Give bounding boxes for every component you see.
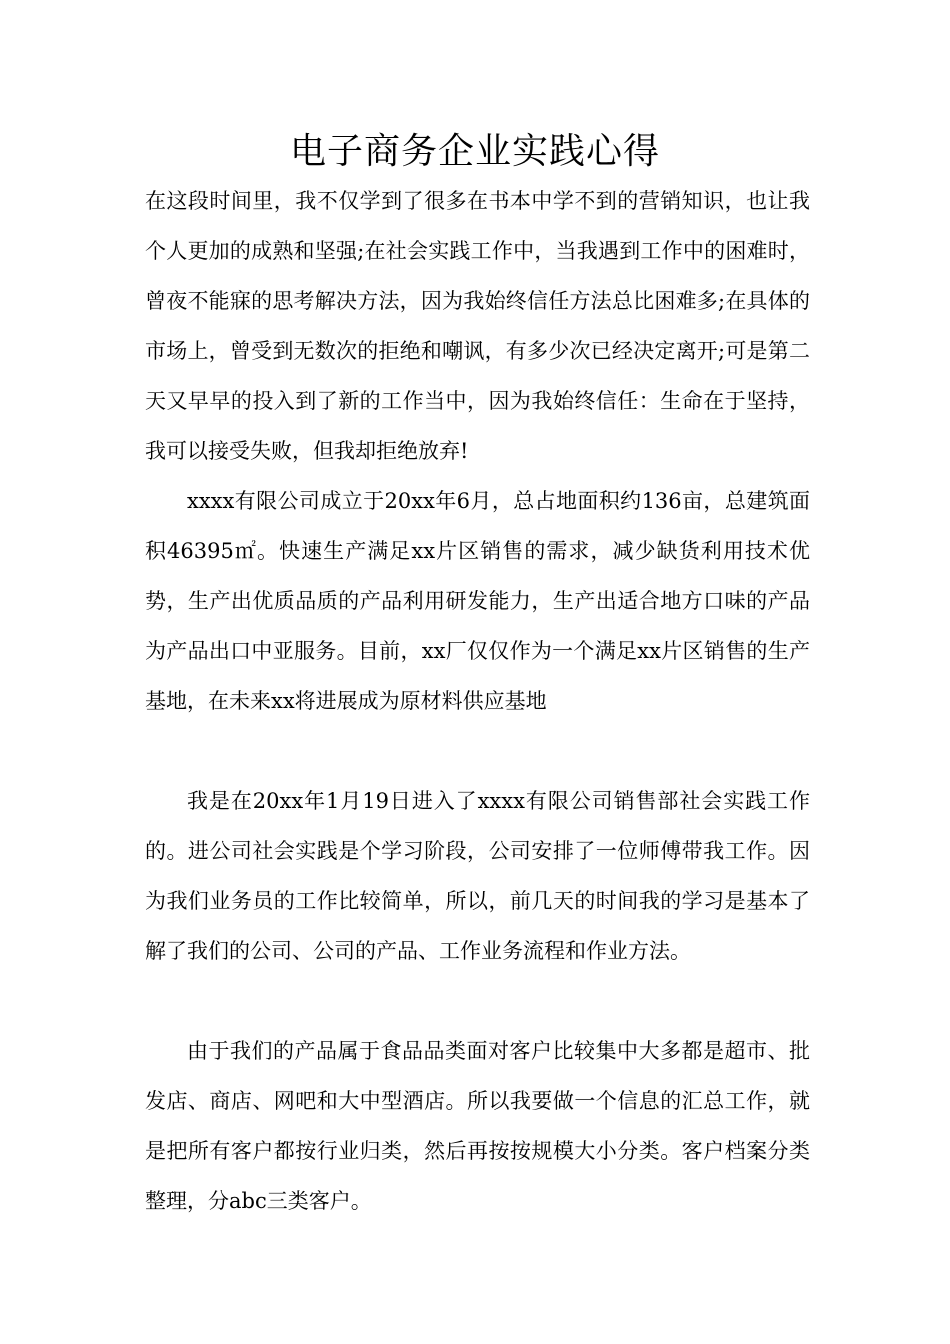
paragraph-joining-company: 我是在20xx年1月19日进入了xxxx有限公司销售部社会实践工作的。进公司社会实践是个学习阶段，公司安排了一位师傅带我工作。因为我们业务员的工作比较简单，所以，前几天的时间我的学习是基本了解了我们的公司、公司的产品、工作业务流程和作业方法。 — [145, 789, 810, 963]
document-title: 电子商务企业实践心得 — [289, 131, 660, 172]
paragraph-company-profile: xxxx有限公司成立于20xx年6月，总占地面积约136亩，总建筑面积46395㎡。快速生产满足xx片区销售的需求，减少缺货利用技术优势，生产出优质品质的产品利用研发能力，生产出适合地方口味的产品为产品出口中亚服务。目前，xx厂仅仅作为一个满足xx片区销售的生产基地，在未来xx将进展成为原材料供应基地 — [145, 489, 810, 713]
paragraph-intro: 在这段时间里，我不仅学到了很多在书本中学不到的营销知识，也让我个人更加的成熟和坚强;在社会实践工作中，当我遇到工作中的困难时，曾夜不能寐的思考解决方法，因为我始终信任方法总比困难多;在具体的市场上，曾受到无数次的拒绝和嘲讽，有多少次已经决定离开;可是第二天又早早的投入到了新的工作当中，因为我始终信任：生命在于坚持，我可以接受失败，但我却拒绝放弃! — [145, 189, 810, 463]
paragraph-customer-classification: 由于我们的产品属于食品品类面对客户比较集中大多都是超市、批发店、商店、网吧和大中型酒店。所以我要做一个信息的汇总工作，就是把所有客户都按行业归类，然后再按按规模大小分类。客户档案分类整理，分abc三类客户。 — [145, 1039, 810, 1213]
